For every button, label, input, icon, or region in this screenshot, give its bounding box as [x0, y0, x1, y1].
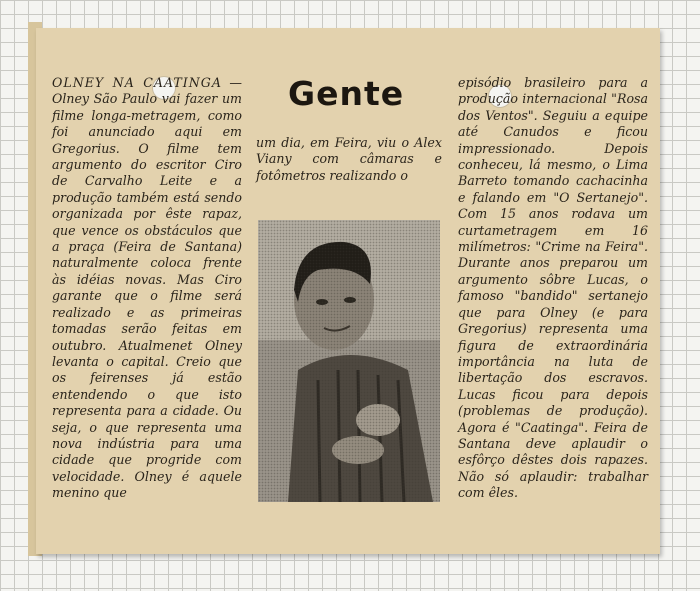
- article-column-left: [52, 75, 242, 502]
- article-kicker: OLNEY NA CAATINGA: [52, 75, 222, 90]
- portrait-photo: [258, 220, 440, 502]
- article-text-right: episódio brasileiro para a produção internacional "Rosa dos Ventos". Seguiu a equipe até Canudos e ficou impressionado. Depois conheceu, lá mesmo, o Lima Barreto tomando cachacinha e falando em "O Sertanejo". Com 15 anos rodava um curtametragem em 16 milímetros: "Crime na Feira". Durante anos preparou um argumento sôbre Lucas, o famoso "bandido" sertanejo que para Olney (e para Gregorius) representa uma figura de extraordinária importância na luta de libertação dos escravos. Lucas ficou para depois (problemas de produção). Agora é "Caatinga". Feira de Santana deve aplaudir o esfôrço dêstes dois rapazes. Não só aplaudir: trabalhar com êles.: [458, 75, 648, 501]
- article-column-middle: [256, 135, 442, 184]
- article-text-left: — Olney São Paulo vai fazer um filme longa-metragem, como foi anunciado aqui em Gregorius. O filme tem argumento do escritor Ciro de Carvalho Leite e a produção também está sendo organizada por êste rapaz, que vence os obstáculos que a praça (Feira de Santana) naturalmente coloca frente às idéias novas. Mas Ciro garante que o filme será realizado e as primeiras tomadas serão feitas em outubro. Atualmenet Olney levanta o capital. Creio que os feirenses já estão entendendo o que isto representa para a cidade. Ou seja, o que representa uma nova indústria para uma cidade que progride com velocidade. Olney é aquele menino que: [52, 75, 242, 501]
- article-text-middle: um dia, em Feira, viu o Alex Viany com câmaras e fotômetros realizando o: [256, 135, 442, 183]
- headline: Gente: [288, 74, 405, 113]
- portrait-photo-image: [258, 220, 440, 502]
- article-column-right: [458, 75, 648, 502]
